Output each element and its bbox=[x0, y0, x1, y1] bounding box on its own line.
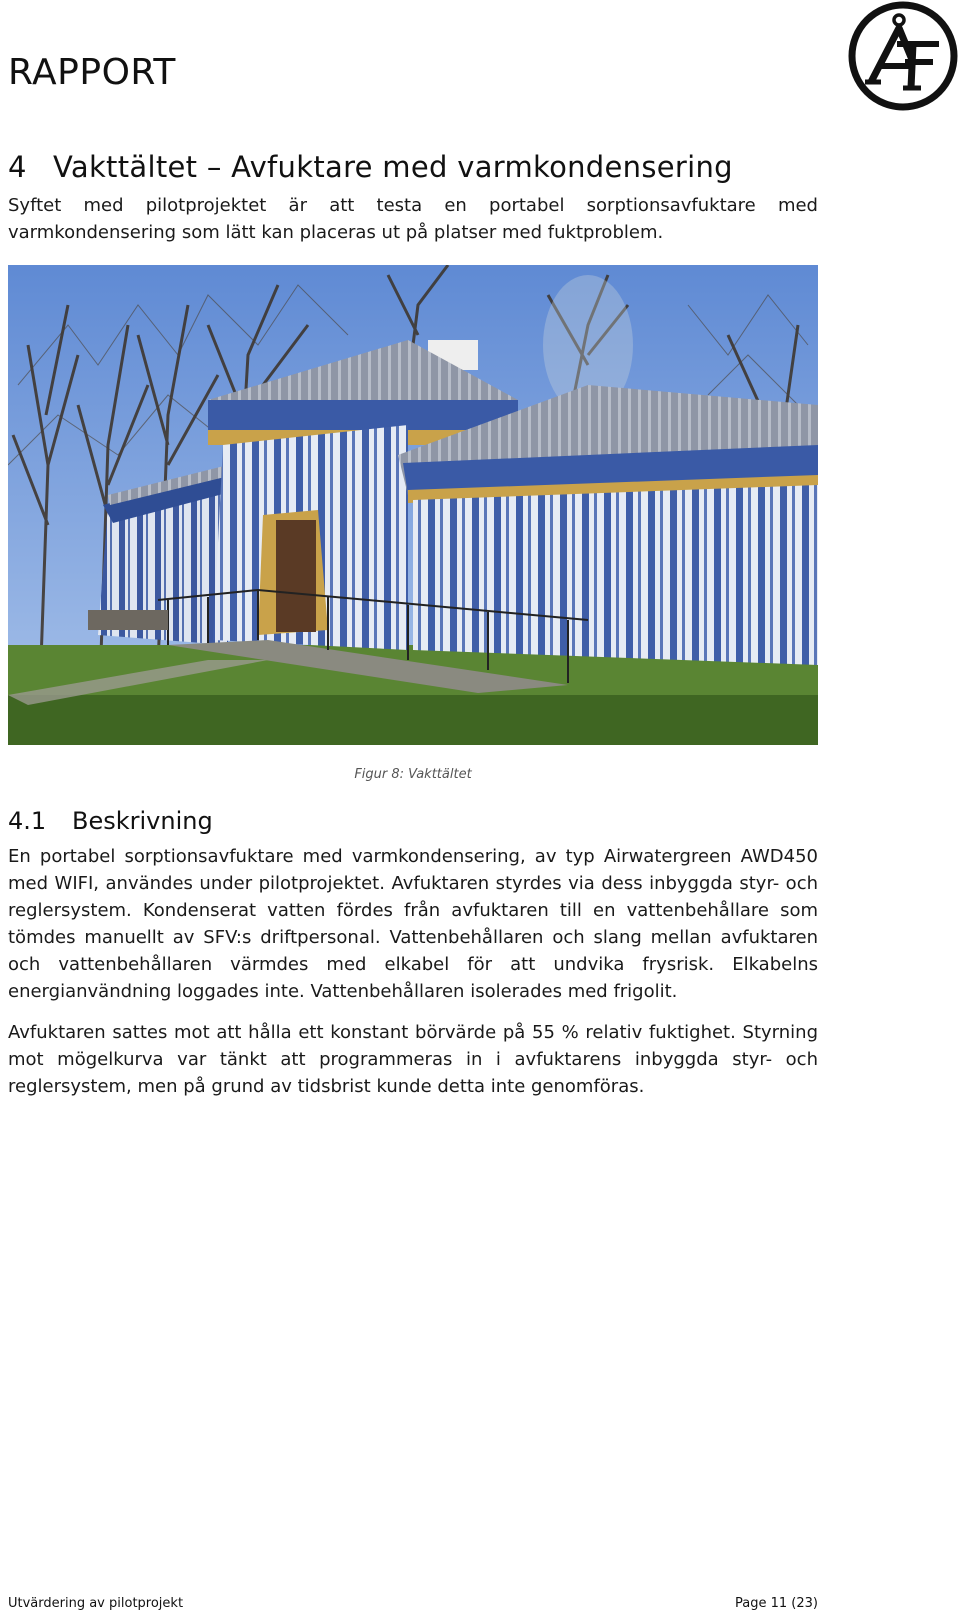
figure-caption: Figur 8: Vakttältet bbox=[354, 767, 472, 782]
subsection-heading bbox=[8, 807, 213, 835]
section-number: 4 bbox=[8, 150, 27, 184]
section-intro: Syftet med pilotprojektet är att testa en portabel sorptionsavfuktare med varmkondensering som lätt kan placeras ut på platser med fuktproblem. bbox=[8, 195, 818, 243]
vakttaltet-photo bbox=[8, 265, 818, 745]
body-paragraph-1: En portabel sorptionsavfuktare med varmkondensering, av typ Airwatergreen AWD450 med WIFI, användes under pilotprojektet. Avfuktaren styrdes via dess inbyggda styr- och reglersystem. Kondenserat vatten fördes från avfuktaren till en vattenbehållare som tömdes manuellt av SFV:s driftpersonal. Vattenbehållaren och slang mellan avfuktaren och vattenbehållaren värmdes med elkabel för att undvika frysrisk. Elkabelns energianvändning loggades inte. Vattenbehållaren isolerades med frigolit. bbox=[8, 846, 818, 1002]
footer-page-number: Page 11 (23) bbox=[735, 1596, 818, 1611]
body-paragraph-2: Avfuktaren sattes mot att hålla ett konstant börvärde på 55 % relativ fuktighet. Styrning mot mögelkurva var tänkt att programmeras in i avfuktarens inbyggda styr- och reglersystem, men på grund av tidsbrist kunde detta inte genomföras. bbox=[8, 1022, 818, 1097]
subsection-number: 4.1 bbox=[8, 807, 47, 835]
footer-document-title: Utvärdering av pilotprojekt bbox=[8, 1596, 184, 1611]
subsection-title: Beskrivning bbox=[72, 807, 213, 835]
section-heading bbox=[8, 150, 733, 184]
af-logo-icon bbox=[847, 0, 959, 112]
section-title: Vakttältet – Avfuktare med varmkondensering bbox=[53, 150, 733, 184]
report-title: RAPPORT bbox=[8, 52, 176, 93]
